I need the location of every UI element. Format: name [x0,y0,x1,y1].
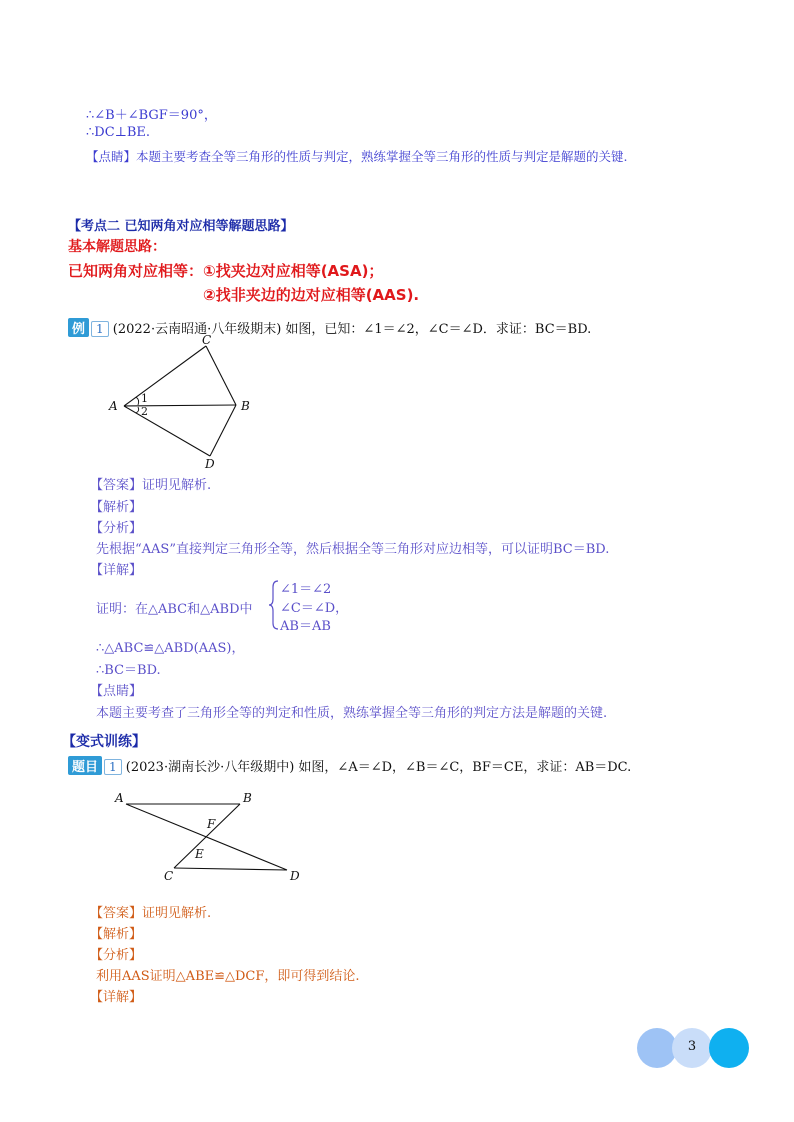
problem-tag: 题目 [68,756,102,775]
label-1: 1 [141,392,148,405]
fenxi-text: 利用AAS证明△ABE≌△DCF，即可得到结论. [96,969,360,984]
analysis-heading: 【解析】 [90,927,143,942]
note-text: 【点睛】本题主要考查全等三角形的性质与判定，熟练掌握全等三角形的性质与判定是解题的关键. [86,149,628,164]
fenxi-heading: 【分析】 [90,948,143,963]
angle-arc-1 [136,397,139,405]
variant-heading: 【变式训练】 [62,734,146,750]
detail-heading: 【详解】 [90,563,143,578]
fenxi-text: 先根据“AAS”直接判定三角形全等，然后根据全等三角形对应边相等，可以证明BC＝BD. [96,542,610,557]
analysis-heading: 【解析】 [90,500,143,515]
conclusion-2: ∴BC＝BD. [96,663,161,678]
rule-asa: 已知两角对应相等：①找夹边对应相等(ASA)； [68,262,384,280]
conclusion-1: ∴△ABC≌△ABD(AAS)， [96,641,245,656]
page-badge-left-circle [637,1028,677,1068]
dianjing-text: 本题主要考查了三角形全等的判定和性质，熟练掌握全等三角形的判定方法是解题的关键. [96,706,608,721]
label-e: E [195,847,204,861]
segment-ad [124,406,210,456]
condition-1: ∠1＝∠2 [280,582,332,597]
example-tag: 例 [68,318,89,337]
page-number: 3 [687,1039,697,1054]
label-a: A [115,791,124,805]
label-2: 2 [141,405,148,418]
label-c: C [202,334,212,347]
answer-line: 【答案】证明见解析. [90,906,212,921]
label-c: C [164,869,174,883]
page-badge-right-circle [709,1028,749,1068]
variant-question: (2023·湖南长沙·八年级期中) 如图，∠A＝∠D，∠B＝∠C，BF＝CE，求证：AB＝DC. [125,760,632,775]
rule-aas: ②找非夹边的边对应相等(AAS). [203,286,420,304]
proof-line: ∴∠B＋∠BGF＝90°， [86,108,217,123]
label-d: D [205,457,215,471]
segment-cd [174,868,287,870]
proof-intro: 证明：在△ABC和△ABD中 [96,602,253,617]
condition-2: ∠C＝∠D， [280,601,349,616]
proof-line: ∴DC⊥BE. [86,125,151,140]
condition-3: AB＝AB [280,619,331,634]
angle-arc-2 [136,407,139,413]
segment-bc [174,804,240,868]
segment-cb [206,346,236,405]
answer-line: 【答案】证明见解析. [90,478,212,493]
label-a: A [109,399,118,413]
example-number: 1 [91,321,109,337]
segment-db [210,405,236,456]
label-b: B [241,399,250,413]
label-b: B [243,791,252,805]
problem-number: 1 [104,759,122,775]
label-f: F [207,817,216,831]
dianjing-heading: 【点睛】 [90,684,143,699]
label-d: D [290,869,300,883]
figure-crossed [108,788,308,884]
section-heading: 【考点二 已知两角对应相等解题思路】 [68,219,294,234]
equation-brace [268,579,280,631]
basic-approach-label: 基本解题思路： [68,239,166,255]
variant-stem [68,756,631,775]
detail-heading: 【详解】 [90,990,143,1005]
fenxi-heading: 【分析】 [90,521,143,536]
example-question: (2022·云南昭通·八年级期末) 如图，已知：∠1＝∠2，∠C＝∠D．求证：BC＝BD. [112,322,592,337]
figure-kite [100,334,270,474]
